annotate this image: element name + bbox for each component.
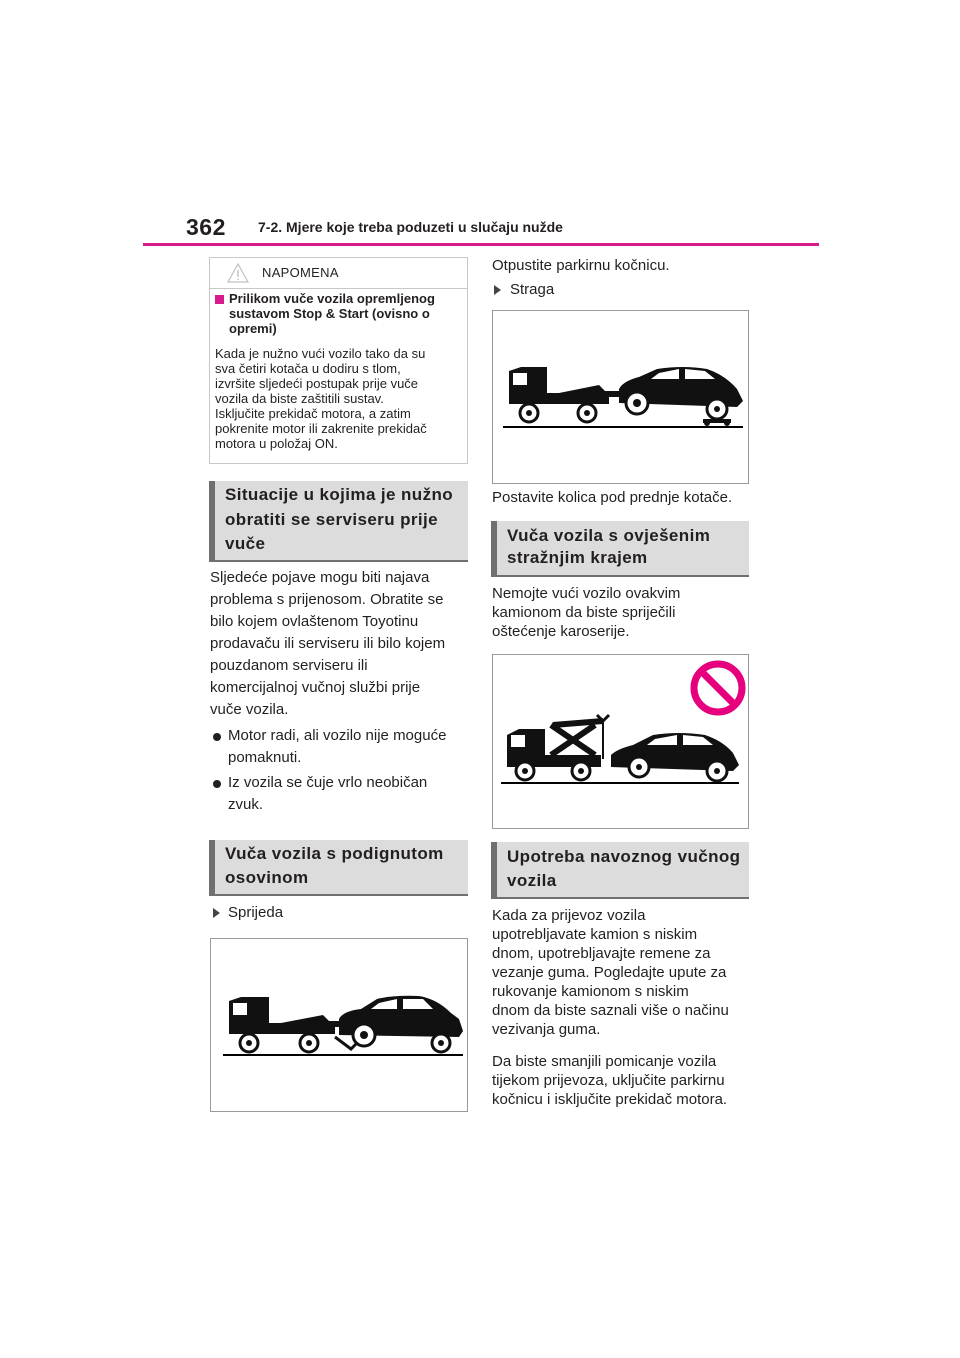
tow-truck-front-illustration bbox=[211, 939, 469, 1113]
page-number: 362 bbox=[186, 214, 226, 240]
text-line: vuče vozila. bbox=[210, 701, 289, 718]
heading-line: Situacije u kojima je nužno bbox=[225, 485, 454, 504]
text-line: vezivanja guma. bbox=[492, 1021, 601, 1038]
figure-front-tow bbox=[210, 938, 468, 1112]
heading-line: vuče bbox=[225, 534, 266, 553]
heading-sling bbox=[491, 521, 749, 577]
figure-rear-tow bbox=[492, 310, 749, 484]
sling-tow-prohibited-illustration bbox=[493, 655, 750, 830]
text-line: upotrebljavate kamion s niskim bbox=[492, 926, 698, 943]
text-line: kočnicu i isključite prekidač motora. bbox=[492, 1091, 728, 1108]
note-line: izvršite sljedeći postupak prije vuče bbox=[215, 376, 419, 391]
note-line: Isključite prekidač motora, a zatim bbox=[215, 406, 411, 421]
text-line: problema s prijenosom. Obratite se bbox=[210, 591, 444, 608]
note-body bbox=[215, 346, 463, 451]
section-header: 7-2. Mjere koje treba poduzeti u slučaju nužde bbox=[258, 219, 563, 235]
note-line: sva četiri kotača u dodiru s tlom, bbox=[215, 361, 401, 376]
note-subtitle: Prilikom vuče vozila opremljenog sustavom Stop & Start (ovisno o opremi) bbox=[229, 291, 435, 336]
text-line: komercijalnoj vučnoj službi prije bbox=[210, 679, 421, 696]
triangle-bullet-icon bbox=[494, 285, 501, 295]
note-divider bbox=[210, 288, 467, 289]
flatbed-paragraph-2 bbox=[492, 1052, 754, 1109]
text-line: Motor radi, ali vozilo nije moguće bbox=[228, 727, 447, 744]
bullet-item bbox=[228, 772, 473, 816]
header-rule bbox=[143, 243, 819, 246]
tow-truck-rear-illustration bbox=[493, 311, 750, 485]
text-line: kamionom da biste spriječili bbox=[492, 604, 676, 621]
note-title-row bbox=[210, 258, 467, 288]
note-box bbox=[209, 257, 468, 464]
bullet-icon bbox=[213, 780, 221, 788]
text-line: dnom, upotrebljavajte remene za bbox=[492, 945, 711, 962]
heading-line: Vuča vozila s ovješenim bbox=[507, 526, 711, 545]
text-line: oštećenje karoserije. bbox=[492, 623, 630, 640]
warning-icon bbox=[227, 263, 249, 283]
text-line: dnom da biste saznali više o načinu bbox=[492, 1002, 729, 1019]
flatbed-paragraph-1 bbox=[492, 906, 754, 1039]
release-brake-text: Otpustite parkirnu kočnicu. bbox=[492, 257, 670, 274]
dolly-note: Postavite kolica pod prednje kotače. bbox=[492, 489, 733, 506]
text-line: Nemojte vući vozilo ovakvim bbox=[492, 585, 681, 602]
text-line: pomaknuti. bbox=[228, 749, 302, 766]
heading-line: Upotreba navoznog vučnog bbox=[507, 847, 741, 866]
text-line: Kada za prijevoz vozila bbox=[492, 907, 646, 924]
heading-line: osovinom bbox=[225, 868, 309, 887]
bullet-item bbox=[228, 725, 473, 769]
heading-flatbed bbox=[491, 842, 749, 899]
text-line: zvuk. bbox=[228, 796, 264, 813]
heading-line: vozila bbox=[507, 871, 557, 890]
triangle-bullet-icon bbox=[213, 908, 220, 918]
bullet-icon bbox=[213, 733, 221, 741]
heading-line: Vuča vozila s podignutom bbox=[225, 844, 444, 863]
service-paragraph bbox=[210, 567, 472, 721]
text-line: pouzdanom serviseru ili bbox=[210, 657, 368, 674]
sling-paragraph bbox=[492, 584, 750, 641]
text-line: tijekom prijevoza, uključite parkirnu bbox=[492, 1072, 725, 1089]
text-line: bilo kojem ovlaštenom Toyotinu bbox=[210, 613, 419, 630]
text-line: vezanje guma. Pogledajte upute za bbox=[492, 964, 727, 981]
text-line: prodavaču ili serviseru ili bilo kojem bbox=[210, 635, 446, 652]
heading-axle bbox=[209, 840, 468, 896]
heading-service bbox=[209, 481, 468, 562]
square-bullet-icon bbox=[215, 295, 224, 304]
note-line: motora u položaj ON. bbox=[215, 436, 338, 451]
note-line: vozila da biste zaštitili sustav. bbox=[215, 391, 384, 406]
rear-label: Straga bbox=[510, 281, 555, 298]
text-line: rukovanje kamionom s niskim bbox=[492, 983, 689, 1000]
heading-line: stražnjim krajem bbox=[507, 548, 648, 567]
front-label: Sprijeda bbox=[228, 904, 284, 921]
note-title: NAPOMENA bbox=[262, 265, 339, 280]
figure-sling-tow bbox=[492, 654, 749, 829]
text-line: Da biste smanjili pomicanje vozila bbox=[492, 1053, 717, 1070]
text-line: Sljedeće pojave mogu biti najava bbox=[210, 569, 430, 586]
heading-line: obratiti se serviseru prije bbox=[225, 510, 438, 529]
text-line: Iz vozila se čuje vrlo neobičan bbox=[228, 774, 428, 791]
note-line: pokrenite motor ili zakrenite prekidač bbox=[215, 421, 427, 436]
note-line: Kada je nužno vući vozilo tako da su bbox=[215, 346, 426, 361]
